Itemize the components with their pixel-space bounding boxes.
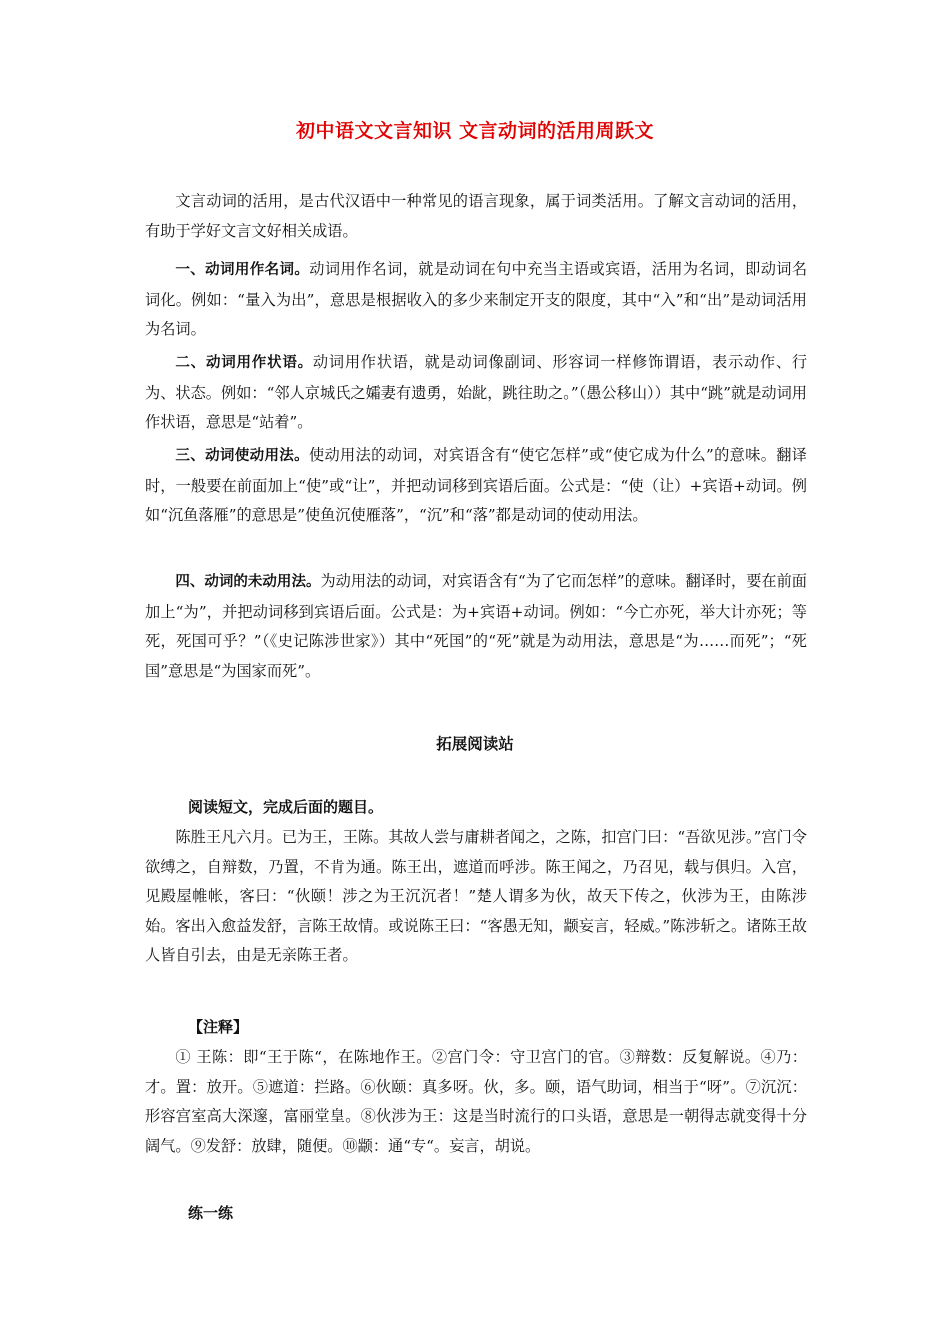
section-heading: 二、动词用作状语。 [175, 355, 313, 371]
intro-text: 文言动词的活用，是古代汉语中一种常见的语言现象，属于词类活用。了解文言动词的活用，有助于学好文言文好相关成语。 [145, 192, 807, 240]
section-paragraph [145, 255, 807, 345]
section-text: 使动用法的动词，对宾语含有“使它怎样”或“使它成为什么”的意味。翻译时，一般要在前面加上“使”或“让”，并把动词移到宾语后面。公式是：“使（让）+宾语+动词。例如“沉鱼落雁”的意思是”使鱼沉使雁落”，“沉”和“落”都是动词的使动用法。 [145, 446, 807, 524]
section-heading: 四、动词的未动用法。 [175, 574, 321, 590]
passage-text: 陈胜王凡六月。已为王，王陈。其故人尝与庸耕者闻之，之陈，扣宫门曰：“吾欲见涉。”宫门令欲缚之，自辩数，乃置，不肯为通。陈王出，遮道而呼涉。陈王闻之，乃召见，载与俱归。入宫，见殿屋帷帐，客曰：“伙颐！涉之为王沉沉者！”楚人谓多为伙，故天下传之，伙涉为王，由陈涉始。客出入愈益发舒，言陈王故情。或说陈王曰：“客愚无知，颛妄言，轻威。”陈涉斩之。诸陈王故人皆自引去，由是无亲陈王者。 [145, 828, 807, 964]
section-text: 动词用作名词，就是动词在句中充当主语或宾语，活用为名词，即动词名词化。例如：“量入为出”，意思是根据收入的多少来制定开支的限度，其中“入”和“出”是动词活用为名词。 [145, 260, 808, 338]
reading-passage [145, 823, 807, 971]
reading-instruction: 阅读短文，完成后面的题目。 [188, 798, 384, 816]
section-heading: 一、动词用作名词。 [175, 262, 310, 278]
section-text: 动词用作状语，就是动词像副词、形容词一样修饰谓语，表示动作、行为、状态。例如：“邻人京城氏之孀妻有遗勇，始龀，跳往助之。”（愚公移山））其中“跳”就是动词用作状语，意思是“站着”。 [145, 353, 808, 431]
notes-block [145, 1043, 807, 1161]
section-causative-usage [145, 441, 807, 531]
section-adverbial-usage [145, 348, 807, 438]
notes-label: 【注释】 [188, 1018, 249, 1036]
section-noun-usage [145, 255, 807, 345]
notes-text: ① 王陈：即“王于陈“，在陈地作王。②宫门令：守卫宫门的官。③辩数：反复解说。④乃：才。置：放开。⑤遮道：拦路。⑥伙颐：真多呀。伙，多。颐，语气助词，相当于“呀”。⑦沉沉：形容宫室高大深邃，富丽堂皇。⑧伙涉为王：这是当时流行的口头语，意思是一朝得志就变得十分阔气。⑨发舒：放肆，随便。⑩颛：通“专“。妄言，胡说。 [145, 1048, 807, 1155]
section-paragraph [145, 348, 807, 438]
section-text: 为动用法的动词，对宾语含有“为了它而怎样”的意味。翻译时，要在前面加上“为”，并把动词移到宾语后面。公式是：为+宾语+动词。例如：“今亡亦死，举大计亦死；等死，死国可乎？”（《史记陈涉世家》）其中“死国”的“死”就是为动用法，意思是“为……而死”；“死国”意思是“为国家而死”。 [145, 572, 807, 680]
intro-paragraph [145, 187, 807, 246]
section-paragraph [145, 441, 807, 531]
section-paragraph [145, 567, 807, 686]
practice-label: 练一练 [188, 1204, 234, 1222]
section-heading: 三、动词使动用法。 [175, 448, 309, 464]
section-purposive-usage [145, 567, 807, 686]
document-title: 初中语文文言知识 文言动词的活用周跃文 [295, 120, 655, 142]
extension-heading: 拓展阅读站 [436, 735, 514, 753]
